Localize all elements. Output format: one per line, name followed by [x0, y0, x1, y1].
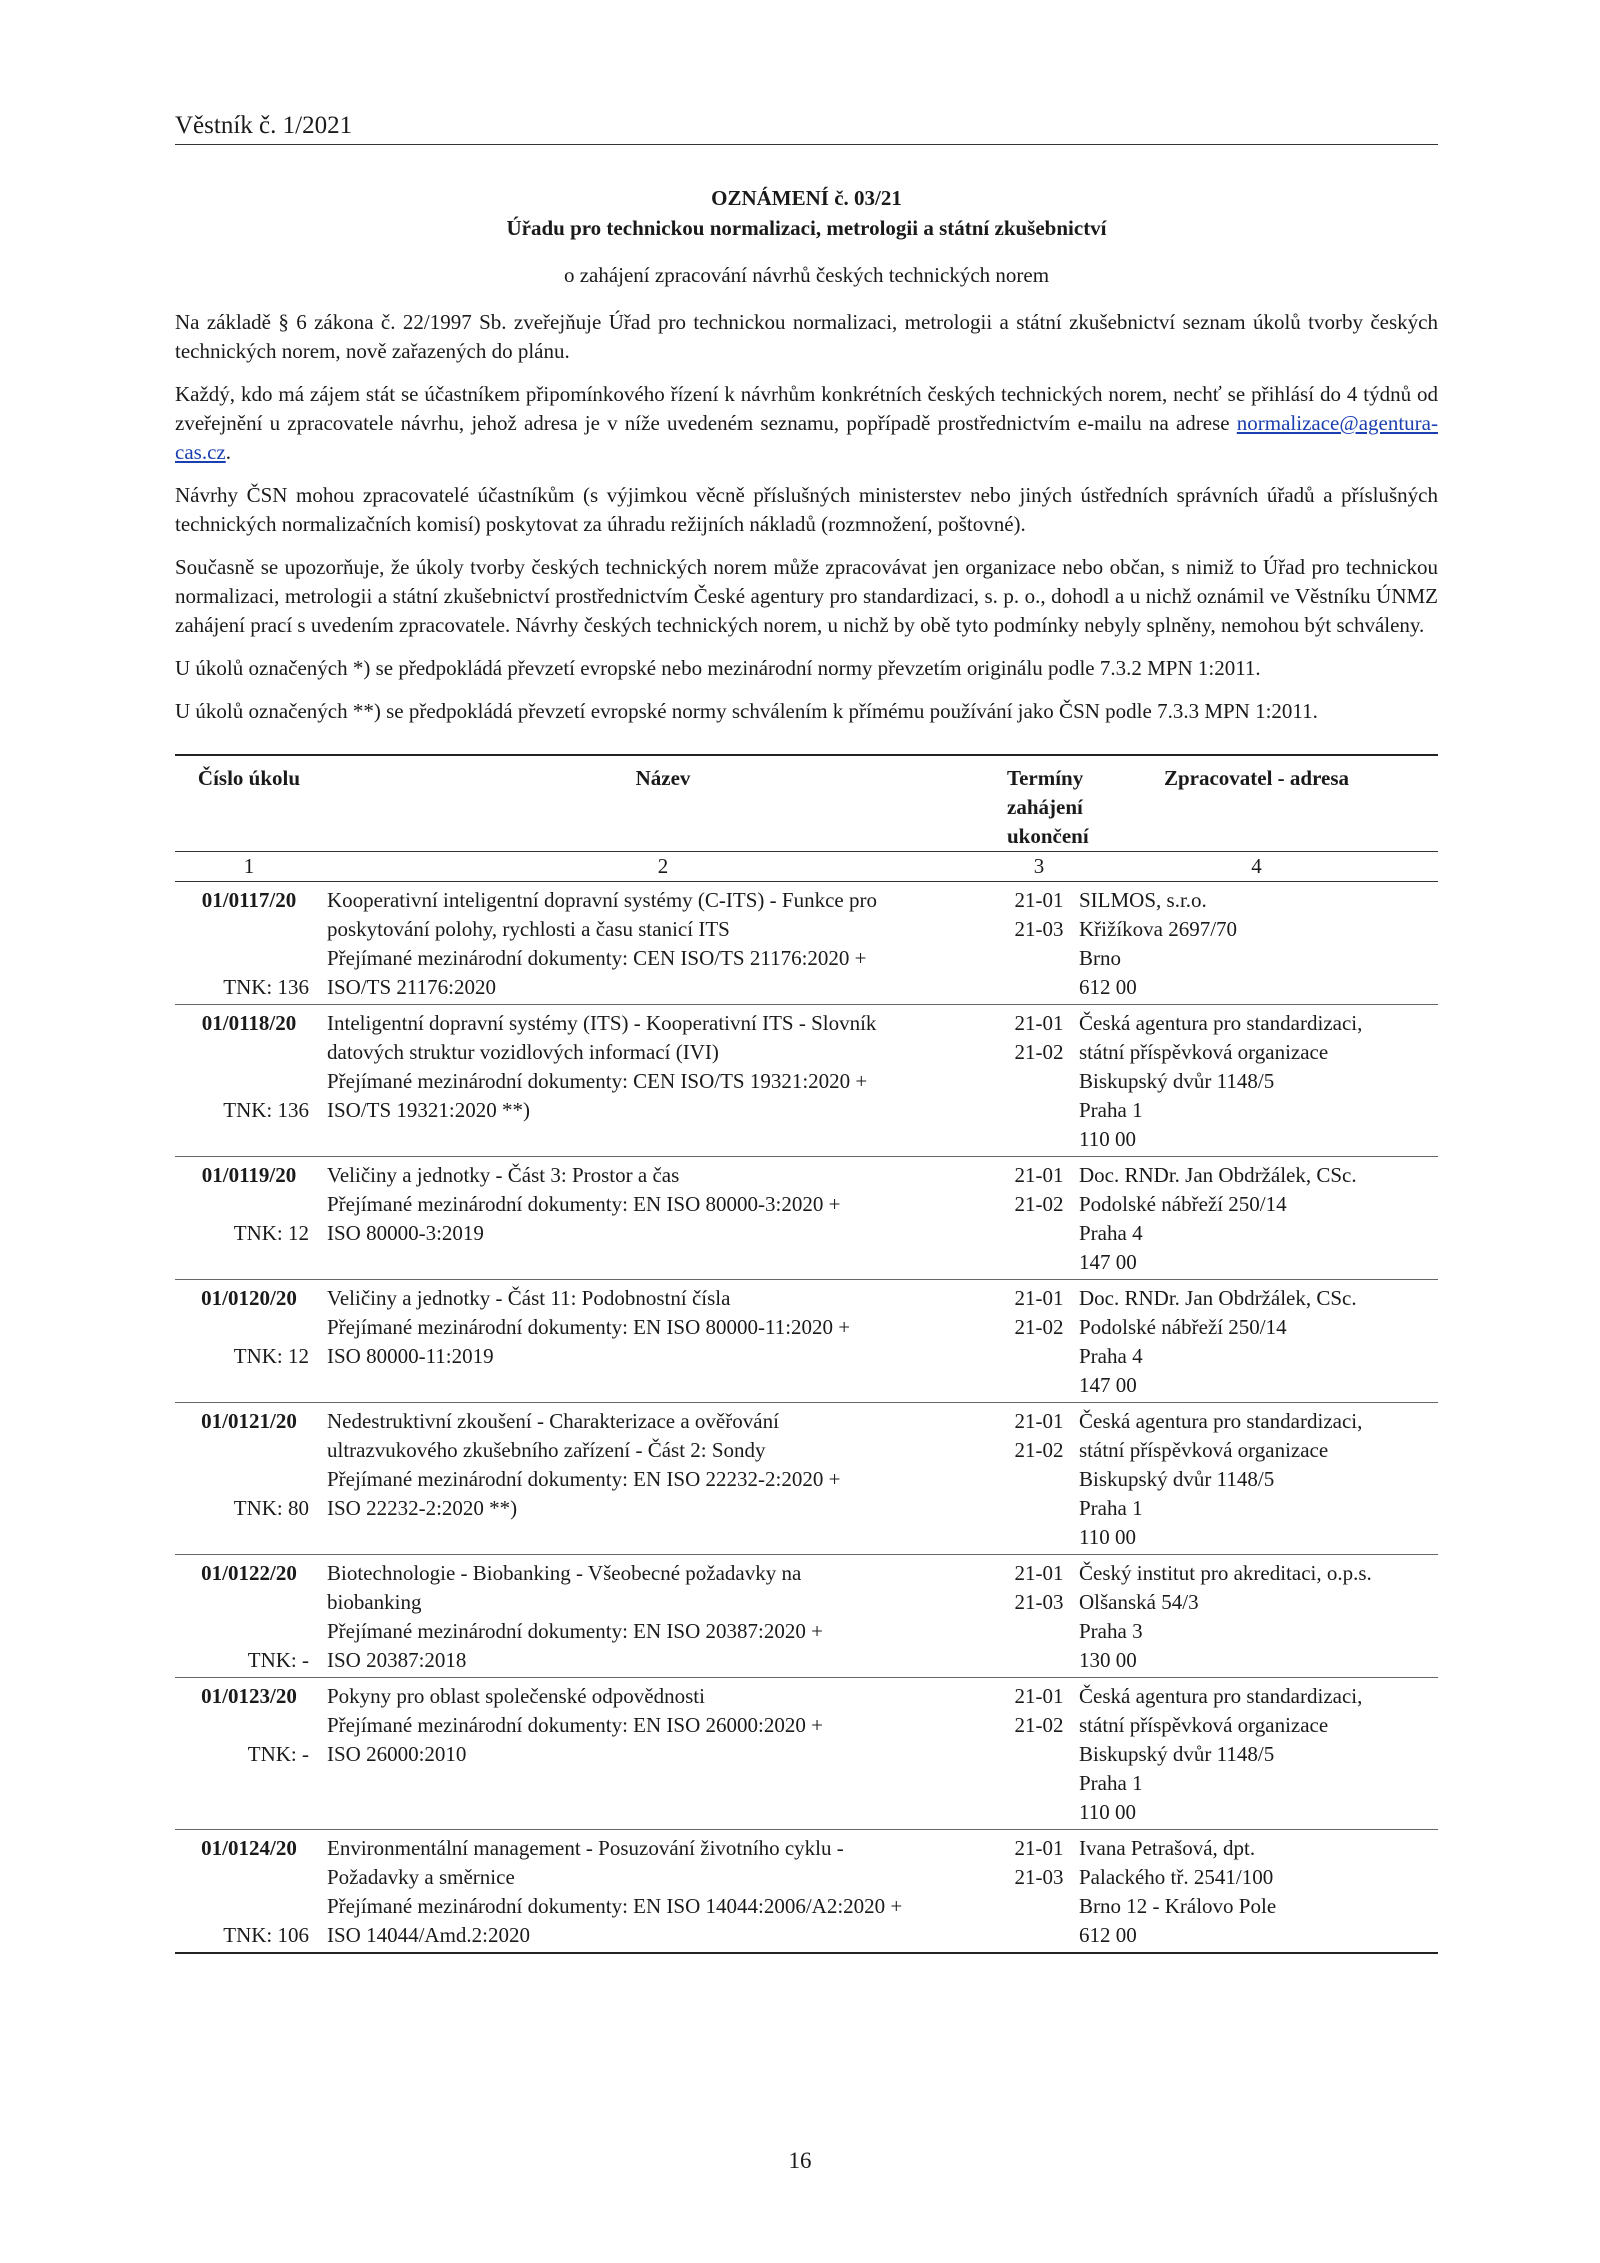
task-name-cell — [323, 1678, 1003, 1830]
header-terms-line: Termíny — [1007, 766, 1084, 790]
processor-cell — [1075, 1157, 1438, 1280]
term-end: 21-03 — [1014, 1590, 1064, 1614]
journal-title: Věstník č. 1/2021 — [175, 112, 353, 139]
processor-line: 147 00 — [1079, 1250, 1137, 1274]
task-name-line: Přejímané mezinárodní dokumenty: EN ISO 14044:2006/A2:2020 + — [327, 1894, 903, 1918]
task-name-line: Biotechnologie - Biobanking - Všeobecné požadavky na — [327, 1561, 802, 1585]
column-number: 4 — [1075, 852, 1438, 882]
processor-line: státní příspěvková organizace — [1079, 1040, 1329, 1064]
task-name-line: Environmentální management - Posuzování životního cyklu - — [327, 1836, 844, 1860]
spacer — [179, 1465, 319, 1494]
task-name-line: datových struktur vozidlových informací (IVI) — [327, 1040, 719, 1064]
term-end: 21-02 — [1014, 1040, 1064, 1064]
term-start: 21-01 — [1014, 1561, 1064, 1585]
task-number: 01/0119/20 — [201, 1163, 297, 1187]
term-start: 21-01 — [1014, 1163, 1064, 1187]
term-start: 21-01 — [1014, 1836, 1064, 1860]
task-name-cell — [323, 1157, 1003, 1280]
table-row — [175, 1280, 1438, 1403]
notice-authority: Úřadu pro technickou normalizaci, metrologii a státní zkušebnictví — [506, 216, 1107, 240]
task-name-line: ISO 80000-11:2019 — [327, 1344, 494, 1368]
task-name-line: Přejímané mezinárodní dokumenty: CEN ISO/TS 21176:2020 + — [327, 946, 867, 970]
processor-line: 130 00 — [1079, 1648, 1137, 1672]
processor-line: Praha 4 — [1079, 1221, 1143, 1245]
processor-line: Česká agentura pro standardizaci, — [1079, 1409, 1363, 1433]
task-name-cell — [323, 1005, 1003, 1157]
spacer — [179, 1436, 319, 1465]
paragraph-participation-end: . — [225, 440, 231, 464]
paragraph-legal-basis: Na základě § 6 zákona č. 22/1997 Sb. zveřejňuje Úřad pro technickou normalizaci, metrologii a státní zkušebnictví seznam úkolů tvorby českých technických norem, nově zařazených do plánu. — [175, 310, 1438, 363]
term-start: 21-01 — [1014, 1286, 1064, 1310]
processor-line: SILMOS, s.r.o. — [1079, 888, 1207, 912]
spacer — [179, 1038, 319, 1067]
email-link[interactable]: normalizace@agentura-cas.cz — [175, 411, 1438, 464]
task-name-line: Veličiny a jednotky - Část 11: Podobnostní čísla — [327, 1286, 731, 1310]
paragraph-participation — [175, 380, 1438, 467]
term-end: 21-02 — [1014, 1315, 1064, 1339]
task-name-cell — [323, 1280, 1003, 1403]
tasks-table — [175, 754, 1438, 1954]
processor-line: Doc. RNDr. Jan Obdržálek, CSc. — [1079, 1163, 1357, 1187]
processor-line: Palackého tř. 2541/100 — [1079, 1865, 1274, 1889]
task-number-cell — [175, 1280, 323, 1403]
paragraph-warning: Současně se upozorňuje, že úkoly tvorby českých technických norem může zpracovávat jen organizace nebo občan, s nimiž to Úřad pro technickou normalizaci, metrologii a státní zkušebnictví prostřednictvím České agentury pro standardizaci, s. p. o., dohodl a u nichž oznámil ve Věstníku ÚNMZ zahájení prací s uvedením zpracovatele. Návrhy českých technických norem, u nichž by obě tyto podmínky nebyly splněny, nemohou být schváleny. — [175, 555, 1438, 637]
column-number-row — [175, 852, 1438, 882]
column-number: 2 — [323, 852, 1003, 882]
task-terms-cell — [1003, 1280, 1075, 1403]
page-number: 16 — [788, 2148, 812, 2173]
processor-line: Doc. RNDr. Jan Obdržálek, CSc. — [1079, 1286, 1357, 1310]
task-number-cell — [175, 1157, 323, 1280]
processor-line: Olšanská 54/3 — [1079, 1590, 1199, 1614]
task-number: 01/0120/20 — [201, 1286, 297, 1310]
task-number-cell — [175, 1555, 323, 1678]
task-name-line: Kooperativní inteligentní dopravní systémy (C-ITS) - Funkce pro — [327, 888, 877, 912]
task-name-line: Požadavky a směrnice — [327, 1865, 515, 1889]
task-number: 01/0122/20 — [201, 1561, 297, 1585]
term-end: 21-03 — [1014, 1865, 1064, 1889]
paragraph-drafts: Návrhy ČSN mohou zpracovatelé účastníkům (s výjimkou věcně příslušných ministerstev nebo jiných ústředních správních úřadů a příslušných technických normalizačních komisí) poskytovat za úhradu režijních nákladů (rozmnožení, poštovné). — [175, 483, 1438, 536]
processor-line: Brno — [1079, 946, 1121, 970]
processor-line: státní příspěvková organizace — [1079, 1438, 1329, 1462]
task-terms-cell — [1003, 1005, 1075, 1157]
table-row — [175, 1403, 1438, 1555]
spacer — [179, 1711, 319, 1740]
task-name-line: ISO/TS 21176:2020 — [327, 975, 496, 999]
spacer — [179, 1190, 319, 1219]
processor-line: Křižíkova 2697/70 — [1079, 917, 1238, 941]
processor-line: Praha 3 — [1079, 1619, 1143, 1643]
task-name-line: Přejímané mezinárodní dokumenty: EN ISO 80000-3:2020 + — [327, 1192, 841, 1216]
task-number-cell — [175, 1678, 323, 1830]
processor-line: Česká agentura pro standardizaci, — [1079, 1684, 1363, 1708]
processor-cell — [1075, 1555, 1438, 1678]
processor-line: 612 00 — [1079, 975, 1137, 999]
spacer — [179, 1067, 319, 1096]
paragraph-note-double-star: U úkolů označených **) se předpokládá převzetí evropské normy schválením k přímému používání jako ČSN podle 7.3.3 MPN 1:2011. — [175, 699, 1318, 723]
processor-line: 612 00 — [1079, 1923, 1137, 1947]
term-start: 21-01 — [1014, 1011, 1064, 1035]
task-name-line: ISO 20387:2018 — [327, 1648, 467, 1672]
term-end: 21-02 — [1014, 1438, 1064, 1462]
processor-line: 147 00 — [1079, 1373, 1137, 1397]
term-start: 21-01 — [1014, 1684, 1064, 1708]
task-number: 01/0124/20 — [201, 1836, 297, 1860]
processor-line: Brno 12 - Královo Pole — [1079, 1894, 1277, 1918]
task-name-cell — [323, 882, 1003, 1005]
header-terms-line: ukončení — [1007, 824, 1089, 848]
task-name-line: ISO 22232-2:2020 **) — [327, 1496, 518, 1520]
column-number: 1 — [175, 852, 323, 882]
paragraph-note-single-star: U úkolů označených *) se předpokládá převzetí evropské nebo mezinárodní normy převzetím originálu podle 7.3.2 MPN 1:2011. — [175, 656, 1261, 680]
processor-line: Praha 1 — [1079, 1098, 1143, 1122]
task-name-cell — [323, 1830, 1003, 1954]
task-terms-cell — [1003, 1555, 1075, 1678]
task-number-cell — [175, 1830, 323, 1954]
table-row — [175, 1678, 1438, 1830]
term-start: 21-01 — [1014, 1409, 1064, 1433]
task-number: 01/0118/20 — [201, 1011, 297, 1035]
processor-cell — [1075, 1280, 1438, 1403]
processor-line: 110 00 — [1079, 1800, 1136, 1824]
task-number-cell — [175, 1005, 323, 1157]
processor-line: Biskupský dvůr 1148/5 — [1079, 1467, 1275, 1491]
spacer — [179, 1313, 319, 1342]
task-name-line: biobanking — [327, 1590, 422, 1614]
spacer — [179, 1588, 319, 1617]
task-terms-cell — [1003, 1830, 1075, 1954]
tnk-label: TNK: - — [247, 1648, 309, 1672]
task-name-line: Veličiny a jednotky - Část 3: Prostor a čas — [327, 1163, 680, 1187]
processor-line: Praha 4 — [1079, 1344, 1143, 1368]
processor-cell — [1075, 1678, 1438, 1830]
spacer — [179, 944, 319, 973]
spacer — [179, 1892, 319, 1921]
processor-line: státní příspěvková organizace — [1079, 1713, 1329, 1737]
task-number: 01/0123/20 — [201, 1684, 297, 1708]
paragraph-participation-text: Každý, kdo má zájem stát se účastníkem připomínkového řízení k návrhům konkrétních českých technických norem, nechť se přihlásí do 4 týdnů od zveřejnění u zpracovatele návrhu, jehož adresa je v níže uvedeném seznamu, popřípadě prostřednictvím e-mailu na adrese — [175, 382, 1438, 435]
processor-cell — [1075, 1005, 1438, 1157]
tnk-label: TNK: 12 — [233, 1344, 309, 1368]
processor-cell — [1075, 1403, 1438, 1555]
header-terms — [1003, 755, 1089, 852]
term-start: 21-01 — [1014, 888, 1064, 912]
task-name-cell — [323, 1403, 1003, 1555]
processor-line: 110 00 — [1079, 1127, 1136, 1151]
table-body — [175, 882, 1438, 1954]
processor-line: Biskupský dvůr 1148/5 — [1079, 1742, 1275, 1766]
task-terms-cell — [1003, 1678, 1075, 1830]
tnk-label: TNK: 12 — [233, 1221, 309, 1245]
term-end: 21-02 — [1014, 1192, 1064, 1216]
task-terms-cell — [1003, 1157, 1075, 1280]
processor-line: Podolské nábřeží 250/14 — [1079, 1315, 1287, 1339]
task-number: 01/0117/20 — [201, 888, 297, 912]
column-number: 3 — [1003, 852, 1075, 882]
processor-line: Český institut pro akreditaci, o.p.s. — [1079, 1561, 1372, 1585]
table-row — [175, 882, 1438, 1005]
task-name-line: Nedestruktivní zkoušení - Charakterizace a ověřování — [327, 1409, 779, 1433]
header-processor: Zpracovatel - adresa — [1163, 766, 1350, 790]
processor-line: Praha 1 — [1079, 1496, 1143, 1520]
table-row — [175, 1555, 1438, 1678]
processor-line: 110 00 — [1079, 1525, 1136, 1549]
task-number-cell — [175, 882, 323, 1005]
task-name-line: Přejímané mezinárodní dokumenty: EN ISO 26000:2020 + — [327, 1713, 823, 1737]
processor-line: Praha 1 — [1079, 1771, 1143, 1795]
tnk-label: TNK: 136 — [223, 975, 309, 999]
table-row — [175, 1005, 1438, 1157]
tnk-label: TNK: - — [247, 1742, 309, 1766]
term-end: 21-03 — [1014, 917, 1064, 941]
header-name: Název — [635, 766, 691, 790]
task-name-line: poskytování polohy, rychlosti a času stanicí ITS — [327, 917, 730, 941]
task-name-line: ultrazvukového zkušebního zařízení - Část 2: Sondy — [327, 1438, 766, 1462]
task-name-line: ISO 26000:2010 — [327, 1742, 467, 1766]
task-number: 01/0121/20 — [201, 1409, 297, 1433]
tnk-label: TNK: 80 — [233, 1496, 309, 1520]
task-number-cell — [175, 1403, 323, 1555]
task-terms-cell — [1003, 1403, 1075, 1555]
task-name-cell — [323, 1555, 1003, 1678]
processor-line: Česká agentura pro standardizaci, — [1079, 1011, 1363, 1035]
table-row — [175, 1157, 1438, 1280]
processor-line: Podolské nábřeží 250/14 — [1079, 1192, 1287, 1216]
task-name-line: ISO 14044/Amd.2:2020 — [327, 1923, 531, 1947]
notice-title: OZNÁMENÍ č. 03/21 — [711, 186, 902, 210]
spacer — [179, 915, 319, 944]
table-header-row — [175, 755, 1438, 852]
processor-line: Ivana Petrašová, dpt. — [1079, 1836, 1256, 1860]
header-number: Číslo úkolu — [197, 766, 301, 790]
task-name-line: Pokyny pro oblast společenské odpovědnosti — [327, 1684, 705, 1708]
journal-header — [175, 112, 1438, 145]
task-name-line: Přejímané mezinárodní dokumenty: EN ISO 80000-11:2020 + — [327, 1315, 851, 1339]
task-name-line: ISO 80000-3:2019 — [327, 1221, 484, 1245]
term-end: 21-02 — [1014, 1713, 1064, 1737]
tnk-label: TNK: 106 — [223, 1923, 309, 1947]
table-row — [175, 1830, 1438, 1954]
processor-cell — [1075, 1830, 1438, 1954]
task-name-line: Inteligentní dopravní systémy (ITS) - Kooperativní ITS - Slovník — [327, 1011, 877, 1035]
task-name-line: ISO/TS 19321:2020 **) — [327, 1098, 531, 1122]
task-terms-cell — [1003, 882, 1075, 1005]
header-terms-line: zahájení — [1007, 795, 1083, 819]
notice-content — [175, 183, 1438, 1954]
task-name-line: Přejímané mezinárodní dokumenty: CEN ISO/TS 19321:2020 + — [327, 1069, 868, 1093]
processor-line: Biskupský dvůr 1148/5 — [1079, 1069, 1275, 1093]
spacer — [179, 1617, 319, 1646]
notice-subtitle: o zahájení zpracování návrhů českých technických norem — [563, 263, 1050, 287]
processor-cell — [1075, 882, 1438, 1005]
task-name-line: Přejímané mezinárodní dokumenty: EN ISO 22232-2:2020 + — [327, 1467, 841, 1491]
spacer — [179, 1863, 319, 1892]
tnk-label: TNK: 136 — [223, 1098, 309, 1122]
task-name-line: Přejímané mezinárodní dokumenty: EN ISO 20387:2020 + — [327, 1619, 823, 1643]
